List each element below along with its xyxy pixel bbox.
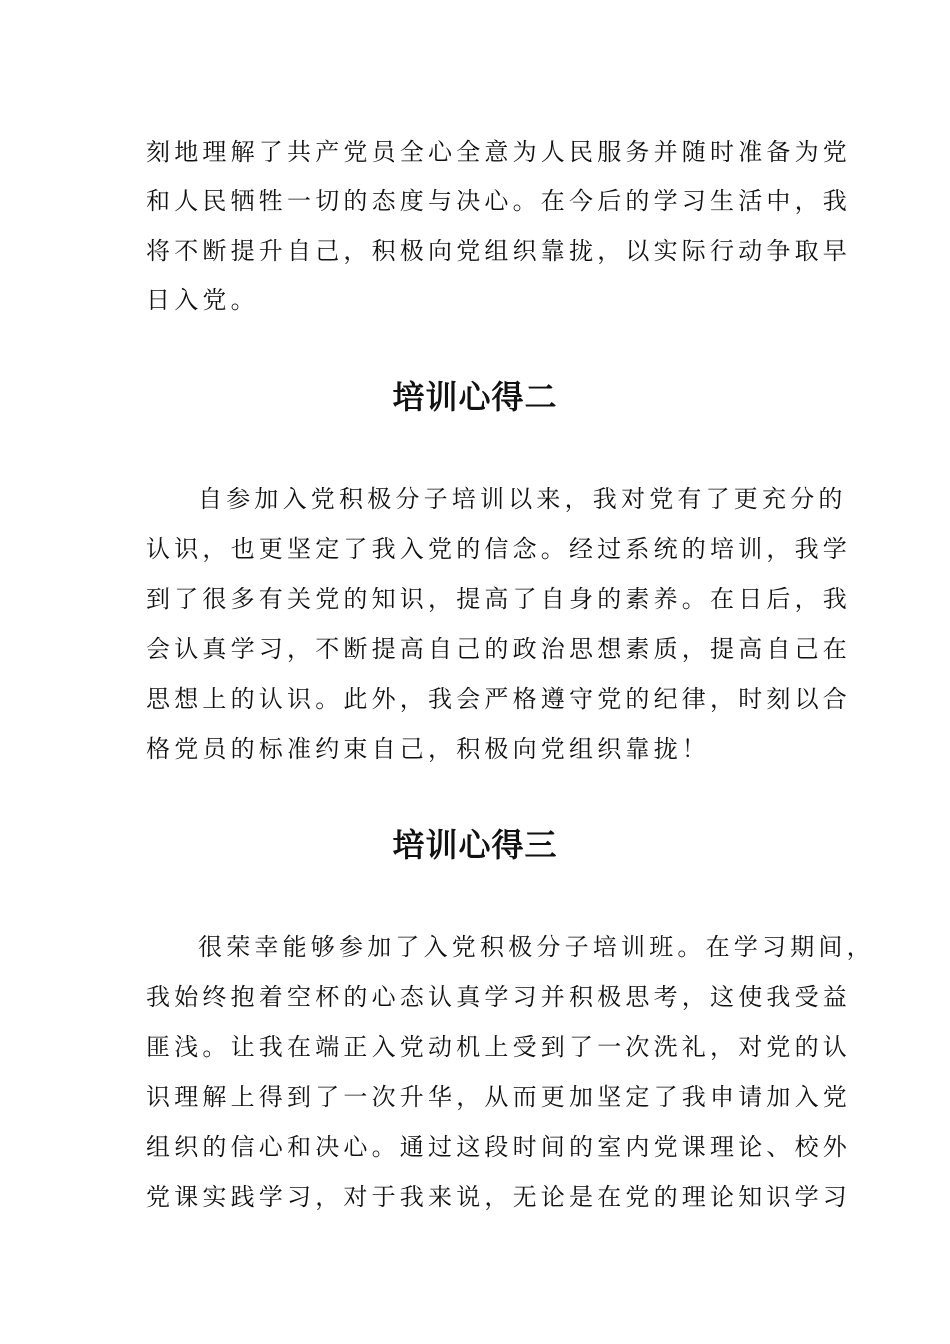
paragraph-line: 很荣幸能够参加了入党积极分子培训班。在学习期间，	[198, 933, 875, 961]
section-heading-3: 培训心得三	[392, 826, 558, 864]
paragraph-line: 认识，也更坚定了我入党的信念。经过系统的培训，我学	[146, 535, 851, 563]
paragraph-line: 组织的信心和决心。通过这段时间的室内党课理论、校外	[146, 1133, 851, 1161]
paragraph-line: 思想上的认识。此外，我会严格遵守党的纪律，时刻以合	[146, 685, 851, 713]
paragraph-line: 刻地理解了共产党员全心全意为人民服务并随时准备为党	[146, 138, 851, 166]
section-heading-2: 培训心得二	[392, 378, 558, 416]
paragraph-line: 党课实践学习，对于我来说，无论是在党的理论知识学习	[146, 1183, 851, 1211]
paragraph-line: 到了很多有关党的知识，提高了自身的素养。在日后，我	[146, 585, 851, 613]
paragraph-line: 将不断提升自己，积极向党组织靠拢，以实际行动争取早	[146, 237, 851, 265]
paragraph-line: 我始终抱着空杯的心态认真学习并积极思考，这使我受益	[146, 983, 851, 1011]
paragraph-line: 识理解上得到了一次升华，从而更加坚定了我申请加入党	[146, 1083, 851, 1111]
paragraph-line: 匪浅。让我在端正入党动机上受到了一次洗礼，对党的认	[146, 1033, 851, 1061]
paragraph-line: 日入党。	[146, 286, 259, 314]
paragraph-line: 格党员的标准约束自己，积极向党组织靠拢！	[146, 735, 710, 763]
paragraph-line: 自参加入党积极分子培训以来，我对党有了更充分的	[198, 485, 847, 513]
paragraph-line: 会认真学习，不断提高自己的政治思想素质，提高自己在	[146, 635, 851, 663]
paragraph-line: 和人民牺牲一切的态度与决心。在今后的学习生活中，我	[146, 187, 851, 215]
